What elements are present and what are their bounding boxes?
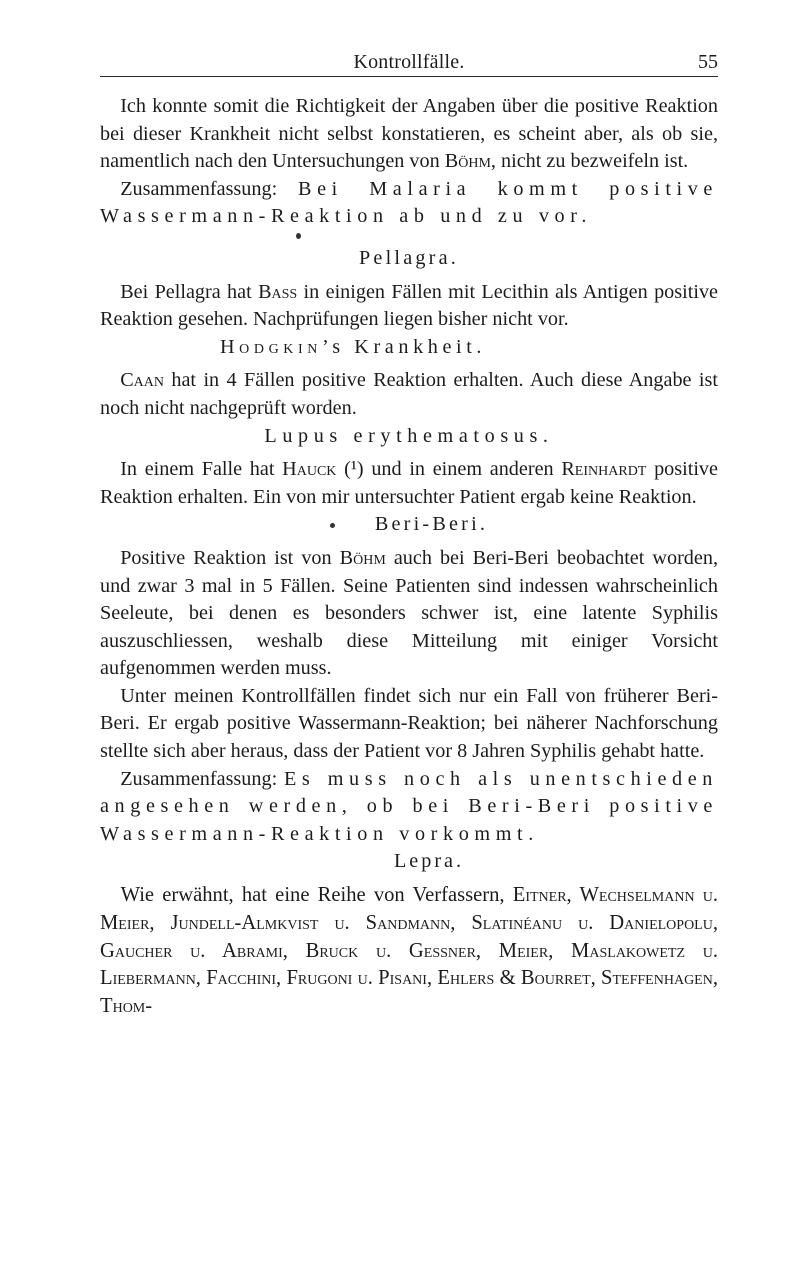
text-span: und in einem anderen [363, 458, 562, 481]
running-header [100, 50, 718, 77]
text-span: positive Reaktion erhalten. Ein von mir untersuchter Patient ergab keine Reaktion. [100, 458, 718, 508]
author-name: Bass [258, 280, 298, 303]
summary-label: Zusammenfassung: [120, 767, 284, 790]
body-text [100, 93, 718, 1021]
text-span: Positive Reaktion ist von [120, 546, 340, 569]
section-heading-lepra: Lepra. [393, 850, 465, 873]
paragraph-control-cases [100, 683, 718, 766]
summary-malaria [100, 176, 718, 231]
paragraph-hodgkin [100, 367, 718, 422]
ink-mark [100, 231, 718, 245]
paragraph-malaria-conclusion [100, 93, 718, 176]
author-name: Böhm [444, 150, 491, 173]
text-span: auch bei Beri-Beri beobachtet worden, und zwar 3 mal in 5 Fällen. Seine Patienten sind indessen wahrscheinlich Seeleute, bei denen es besonders schwer ist, eine latente Syphilis auszuschliessen, weshalb diese Mitteilung mit einiger Vorsicht aufgenommen werden muss. [100, 546, 719, 680]
text-span: Bei Pellagra hat [120, 280, 259, 303]
author-name: Caan [120, 369, 164, 392]
section-heading-beri-beri [100, 511, 718, 539]
text-span: Ich konnte somit die Richtigkeit der Angaben über die positive Reaktion bei dieser Krankheit nicht selbst konstatieren, es scheint aber, als ob sie, namentlich nach den Untersuchungen von [100, 95, 718, 173]
heading-rest: ’s Krankheit. [322, 335, 487, 358]
text-span: hat in 4 Fällen positive Reaktion erhalten. Auch diese Angabe ist noch nicht nachgeprüft worden. [100, 369, 718, 419]
text-span: in einigen Fällen mit Lecithin als Antigen positive Reaktion gesehen. Nachprüfungen liegen bisher nicht vor. [100, 280, 718, 331]
paragraph-pellagra [100, 279, 718, 334]
heading-name: Hodgkin [220, 335, 322, 358]
author-name: Reinhardt [561, 458, 647, 481]
summary-spaced-text: Es muss noch als unentschieden angesehen werden, ob bei Beri-Beri positive Wassermann-Reaktion vorkommt. [100, 767, 718, 845]
header-title: Kontrollfälle. [353, 51, 465, 73]
summary-beri-beri [100, 766, 718, 849]
paragraph-lepra [100, 882, 718, 1021]
page-number: 55 [698, 51, 718, 73]
section-heading-hodgkin [100, 334, 718, 362]
document-page [100, 50, 718, 1021]
paragraph-lupus [100, 456, 718, 511]
text-span: Wie erwähnt, hat eine Reihe von Verfassern, [120, 884, 513, 907]
author-name: Hauck [282, 458, 337, 481]
text-span: In einem Falle hat [120, 458, 283, 481]
author-name: Böhm [339, 546, 386, 569]
author-list: Eitner, Wechselmann u. Meier, Jundell-Almkvist u. Sandmann, Slatinéanu u. Danielopolu, Gaucher u. Abrami, Bruck u. Gessner, Meier, Maslakowetz u. Liebermann, Facchini, Frugoni u. Pisani, Ehlers & Bourret, Steffenhagen, Thom- [100, 884, 719, 1018]
summary-label: Zusammenfassung: [120, 177, 298, 200]
text-span: Unter meinen Kontrollfällen findet sich nur ein Fall von früherer Beri-Beri. Er ergab positive Wassermann-Reaktion; bei näherer Nachforschung stellte sich aber heraus, dass der Patient vor 8 Jahren Syphilis gehabt hatte. [100, 684, 718, 763]
section-heading-lupus: Lupus erythematosus. [264, 424, 554, 447]
text-span: , nicht zu bezweifeln ist. [490, 150, 689, 173]
paragraph-beri-beri [100, 545, 718, 683]
section-heading-pellagra: Pellagra. [359, 246, 459, 269]
summary-spaced-text: Bei Malaria kommt positive Wassermann-Reaktion ab und zu vor. [100, 177, 718, 228]
footnote-ref: (¹) [336, 458, 364, 481]
ink-dot [330, 523, 335, 528]
heading-text: Beri-Beri. [374, 513, 489, 536]
